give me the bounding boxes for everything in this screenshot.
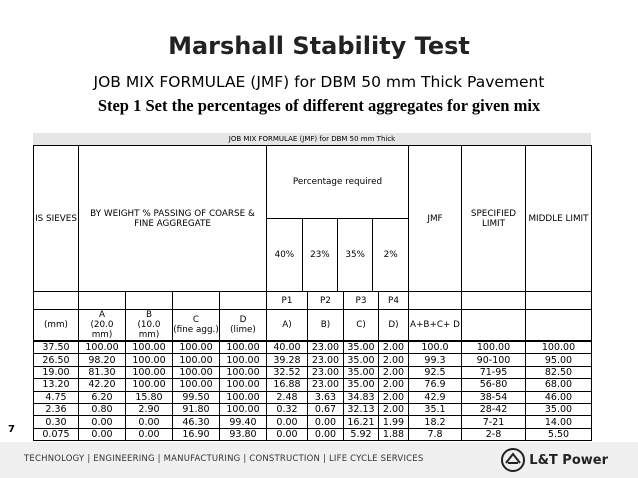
table-cell: 1.99 <box>379 416 409 428</box>
table-cell: 0.30 <box>34 416 79 428</box>
table-cell: 35.00 <box>344 366 379 378</box>
table-cell: 0.00 <box>308 416 344 428</box>
table-cell: 76.9 <box>409 379 462 391</box>
table-cell: 100.00 <box>220 379 267 391</box>
table-cell: 35.1 <box>409 403 462 415</box>
table-cell: 1.88 <box>379 428 409 440</box>
table-cell: 56-80 <box>462 379 526 391</box>
table-cell: 99.3 <box>409 354 462 366</box>
header-is-sieves: IS SIEVES <box>34 146 79 292</box>
table-cell: 5.50 <box>526 428 592 440</box>
table-cell: 23.00 <box>308 366 344 378</box>
table-cell: 7-21 <box>462 416 526 428</box>
subtitle-step: Step 1 Set the percentages of different aggregates for given mix <box>97 96 541 115</box>
table-cell: 0.00 <box>267 416 308 428</box>
table-cell: 23.00 <box>308 342 344 354</box>
table-cell: 2.00 <box>379 342 409 354</box>
table-cell: 2.36 <box>34 403 79 415</box>
table-cell: 35.00 <box>344 354 379 366</box>
table-cell: 100.00 <box>126 354 173 366</box>
footer-bar <box>0 442 638 478</box>
footer-text: TECHNOLOGY | ENGINEERING | MANUFACTURING | CONSTRUCTION | LIFE CYCLE SERVICES <box>24 454 424 464</box>
table-caption: JOB MIX FORMULAE (JMF) for DBM 50 mm Thick <box>33 133 591 145</box>
table-cell: 99.40 <box>220 416 267 428</box>
header-pb: B) <box>308 310 344 341</box>
table-cell: 0.00 <box>79 428 126 440</box>
table-cell: 2.00 <box>379 379 409 391</box>
page-title: Marshall Stability Test <box>168 32 470 60</box>
logo-text: L&T Power <box>529 452 608 468</box>
table-cell: 0.80 <box>79 403 126 415</box>
table-cell: 100.00 <box>173 379 220 391</box>
table-cell: 2.00 <box>379 391 409 403</box>
table-cell: 90-100 <box>462 354 526 366</box>
table-cell: 16.88 <box>267 379 308 391</box>
table-row <box>34 403 592 415</box>
lt-logo-icon <box>501 448 525 472</box>
page-number: 7 <box>8 424 15 435</box>
table-cell: 0.00 <box>126 428 173 440</box>
table-body <box>33 341 592 441</box>
table-cell: 100.00 <box>79 342 126 354</box>
header-p: P1 <box>267 292 308 310</box>
table-cell: 100.00 <box>220 354 267 366</box>
table-cell: 98.20 <box>79 354 126 366</box>
table-cell: 2.00 <box>379 403 409 415</box>
header-p: P2 <box>308 292 344 310</box>
table-cell: 37.50 <box>34 342 79 354</box>
table-cell: 3.63 <box>308 391 344 403</box>
table-cell: 15.80 <box>126 391 173 403</box>
table-cell: 68.00 <box>526 379 592 391</box>
table-cell: 2.00 <box>379 366 409 378</box>
table-cell: 100.00 <box>173 342 220 354</box>
table-cell: 40.00 <box>267 342 308 354</box>
table-cell: 2.90 <box>126 403 173 415</box>
header-middle: MIDDLE LIMIT <box>526 146 592 292</box>
table-cell: 39.28 <box>267 354 308 366</box>
table-cell: 4.75 <box>34 391 79 403</box>
table-cell: 28-42 <box>462 403 526 415</box>
table-cell: 35.00 <box>344 379 379 391</box>
header-col-a: A (20.0 mm) <box>79 310 126 341</box>
table-cell: 2.48 <box>267 391 308 403</box>
header-pct: 23% <box>302 219 337 292</box>
table-cell: 91.80 <box>173 403 220 415</box>
table-cell: 92.5 <box>409 366 462 378</box>
table-cell: 82.50 <box>526 366 592 378</box>
table-cell: 23.00 <box>308 354 344 366</box>
header-pct: 35% <box>338 219 373 292</box>
company-logo <box>501 448 608 472</box>
table-cell: 16.90 <box>173 428 220 440</box>
jmf-table <box>33 133 591 441</box>
table-cell: 46.00 <box>526 391 592 403</box>
header-by-weight: BY WEIGHT % PASSING OF COARSE & FINE AGGREGATE <box>79 146 267 292</box>
table-cell: 42.9 <box>409 391 462 403</box>
table-cell: 7.8 <box>409 428 462 440</box>
table-cell: 0.32 <box>267 403 308 415</box>
table-cell: 0.00 <box>267 428 308 440</box>
table-row <box>34 354 592 366</box>
table-cell: 32.13 <box>344 403 379 415</box>
table-cell: 100.00 <box>126 366 173 378</box>
header-pct: 2% <box>383 250 398 260</box>
table-cell: 0.00 <box>79 416 126 428</box>
table-cell: 100.00 <box>126 379 173 391</box>
table-row <box>34 416 592 428</box>
table-cell: 100.00 <box>220 391 267 403</box>
header-jmf: JMF <box>409 146 462 292</box>
table-cell: 0.00 <box>126 416 173 428</box>
table-cell: 81.30 <box>79 366 126 378</box>
table-cell: 100.0 <box>409 342 462 354</box>
table-cell: 100.00 <box>173 366 220 378</box>
table-cell: 2.00 <box>379 354 409 366</box>
table-cell: 23.00 <box>308 379 344 391</box>
header-mm: (mm) <box>34 310 79 341</box>
table-cell: 71-95 <box>462 366 526 378</box>
header-pct: 40% <box>267 219 302 292</box>
table-cell: 35.00 <box>344 342 379 354</box>
table-cell: 32.52 <box>267 366 308 378</box>
header-col-c: C (fine agg.) <box>173 310 220 341</box>
header-pd: D) <box>379 310 409 341</box>
table-header <box>33 145 592 341</box>
table-cell: 100.00 <box>462 342 526 354</box>
header-pct-required: Percentage required <box>267 146 408 219</box>
table-cell: 100.00 <box>220 342 267 354</box>
header-p: P4 <box>379 292 409 310</box>
subtitle-jmf: JOB MIX FORMULAE (JMF) for DBM 50 mm Thick Pavement <box>93 73 545 91</box>
table-cell: 6.20 <box>79 391 126 403</box>
table-cell: 16.21 <box>344 416 379 428</box>
table-cell: 42.20 <box>79 379 126 391</box>
table-cell: 100.00 <box>526 342 592 354</box>
table-cell: 2-8 <box>462 428 526 440</box>
header-pc: C) <box>344 310 379 341</box>
table-cell: 46.30 <box>173 416 220 428</box>
header-col-b: B (10.0 mm) <box>126 310 173 341</box>
table-cell: 93.80 <box>220 428 267 440</box>
table-cell: 14.00 <box>526 416 592 428</box>
table-cell: 5.92 <box>344 428 379 440</box>
header-sum: A+B+C+ D <box>409 310 462 341</box>
table-cell: 18.2 <box>409 416 462 428</box>
header-p: P3 <box>344 292 379 310</box>
table-cell: 19.00 <box>34 366 79 378</box>
table-cell: 100.00 <box>173 354 220 366</box>
table-cell: 38-54 <box>462 391 526 403</box>
header-specified: SPECIFIED LIMIT <box>462 146 526 292</box>
table-cell: 35.00 <box>526 403 592 415</box>
table-cell: 13.20 <box>34 379 79 391</box>
table-row <box>34 379 592 391</box>
header-pa: A) <box>267 310 308 341</box>
table-cell: 26.50 <box>34 354 79 366</box>
table-row <box>34 366 592 378</box>
table-cell: 34.83 <box>344 391 379 403</box>
table-row <box>34 428 592 440</box>
table-cell: 100.00 <box>126 342 173 354</box>
table-cell: 0.075 <box>34 428 79 440</box>
table-cell: 95.00 <box>526 354 592 366</box>
header-col-d: D (lime) <box>220 310 267 341</box>
table-row <box>34 342 592 354</box>
table-cell: 0.67 <box>308 403 344 415</box>
table-cell: 100.00 <box>220 366 267 378</box>
table-cell: 100.00 <box>220 403 267 415</box>
table-row <box>34 391 592 403</box>
table-cell: 99.50 <box>173 391 220 403</box>
table-cell: 0.00 <box>308 428 344 440</box>
